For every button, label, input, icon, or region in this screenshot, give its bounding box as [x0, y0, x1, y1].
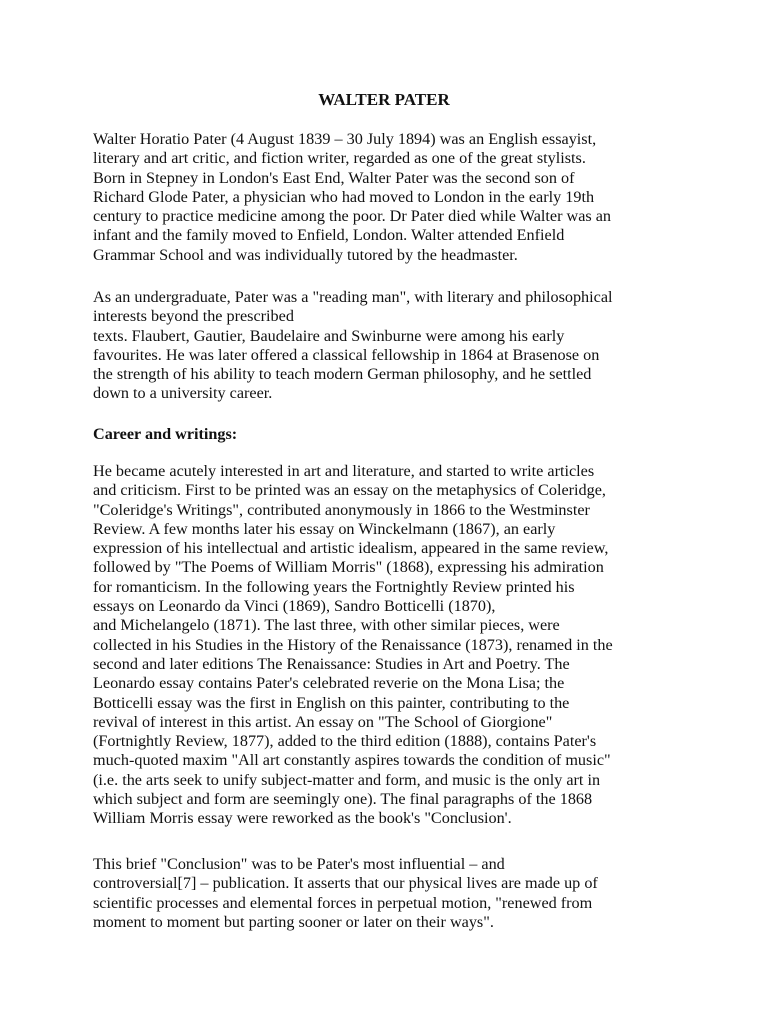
text-line: which subject and form are seemingly one). The final paragraphs of the 1868 — [93, 790, 593, 809]
text-line: He became acutely interested in art and literature, and started to write articles — [93, 462, 595, 480]
text-line: Botticelli essay was the first in English on this painter, contributing to the — [93, 693, 570, 712]
text-line: and criticism. First to be printed was an essay on the metaphysics of Coleridge, — [93, 481, 606, 500]
text-line: "Coleridge's Writings", contributed anonymously in 1866 to the Westminster — [93, 500, 590, 519]
text-line: the strength of his ability to teach modern German philosophy, and he settled — [93, 365, 592, 384]
text-line: essays on Leonardo da Vinci (1869), Sandro Botticelli (1870), — [93, 597, 496, 616]
section-heading-career: Career and writings: — [93, 425, 238, 443]
text-line: controversial[7] – publication. It asserts that our physical lives are made up of — [93, 874, 598, 893]
text-line: down to a university career. — [93, 384, 273, 403]
text-line: William Morris essay were reworked as the book's "Conclusion'. — [93, 809, 512, 828]
text-line: collected in his Studies in the History of the Renaissance (1873), renamed in the — [93, 635, 613, 654]
text-line: Grammar School and was individually tutored by the headmaster. — [93, 245, 518, 264]
text-line: revival of interest in this artist. An essay on "The School of Giorgione" — [93, 712, 553, 731]
text-line: scientific processes and elemental forces in perpetual motion, "renewed from — [93, 893, 593, 912]
paragraph-career — [93, 462, 693, 829]
text-line: and Michelangelo (1871). The last three, with other similar pieces, were — [93, 616, 560, 635]
text-line: texts. Flaubert, Gautier, Baudelaire and Swinburne were among his early — [93, 326, 565, 345]
text-line: Review. A few months later his essay on Winckelmann (1867), an early — [93, 519, 556, 538]
text-line: for romanticism. In the following years the Fortnightly Review printed his — [93, 577, 575, 596]
text-line: Walter Horatio Pater (4 August 1839 – 30 July 1894) was an English essayist, — [93, 130, 597, 148]
text-line: This brief "Conclusion" was to be Pater's most influential – and — [93, 855, 505, 873]
text-line: favourites. He was later offered a classical fellowship in 1864 at Brasenose on — [93, 345, 600, 364]
text-line: (i.e. the arts seek to unify subject-matter and form, and music is the only art in — [93, 770, 601, 789]
text-line: expression of his intellectual and artistic idealism, appeared in the same review, — [93, 539, 609, 558]
text-line: Leonardo essay contains Pater's celebrated reverie on the Mona Lisa; the — [93, 674, 565, 693]
text-line: century to practice medicine among the poor. Dr Pater died while Walter was an — [93, 207, 612, 226]
page-title: WALTER PATER — [318, 90, 450, 109]
text-line: Born in Stepney in London's East End, Walter Pater was the second son of — [93, 168, 575, 187]
text-line: Richard Glode Pater, a physician who had moved to London in the early 19th — [93, 187, 595, 206]
text-line: moment to moment but parting sooner or later on their ways". — [93, 912, 494, 931]
text-line: interests beyond the prescribed — [93, 307, 294, 326]
text-line: As an undergraduate, Pater was a "reading man", with literary and philosophical — [93, 288, 613, 306]
paragraph-intro — [93, 130, 693, 265]
text-line: infant and the family moved to Enfield, London. Walter attended Enfield — [93, 226, 565, 245]
text-line: much-quoted maxim "All art constantly aspires towards the condition of music" — [93, 751, 611, 770]
text-line: second and later editions The Renaissance: Studies in Art and Poetry. The — [93, 654, 570, 673]
text-line: followed by "The Poems of William Morris" (1868), expressing his admiration — [93, 558, 604, 577]
paragraph-undergraduate — [93, 288, 693, 404]
text-line: literary and art critic, and fiction writer, regarded as one of the great stylists. — [93, 149, 586, 168]
text-line: (Fortnightly Review, 1877), added to the third edition (1888), contains Pater's — [93, 732, 597, 751]
paragraph-conclusion — [93, 855, 693, 932]
